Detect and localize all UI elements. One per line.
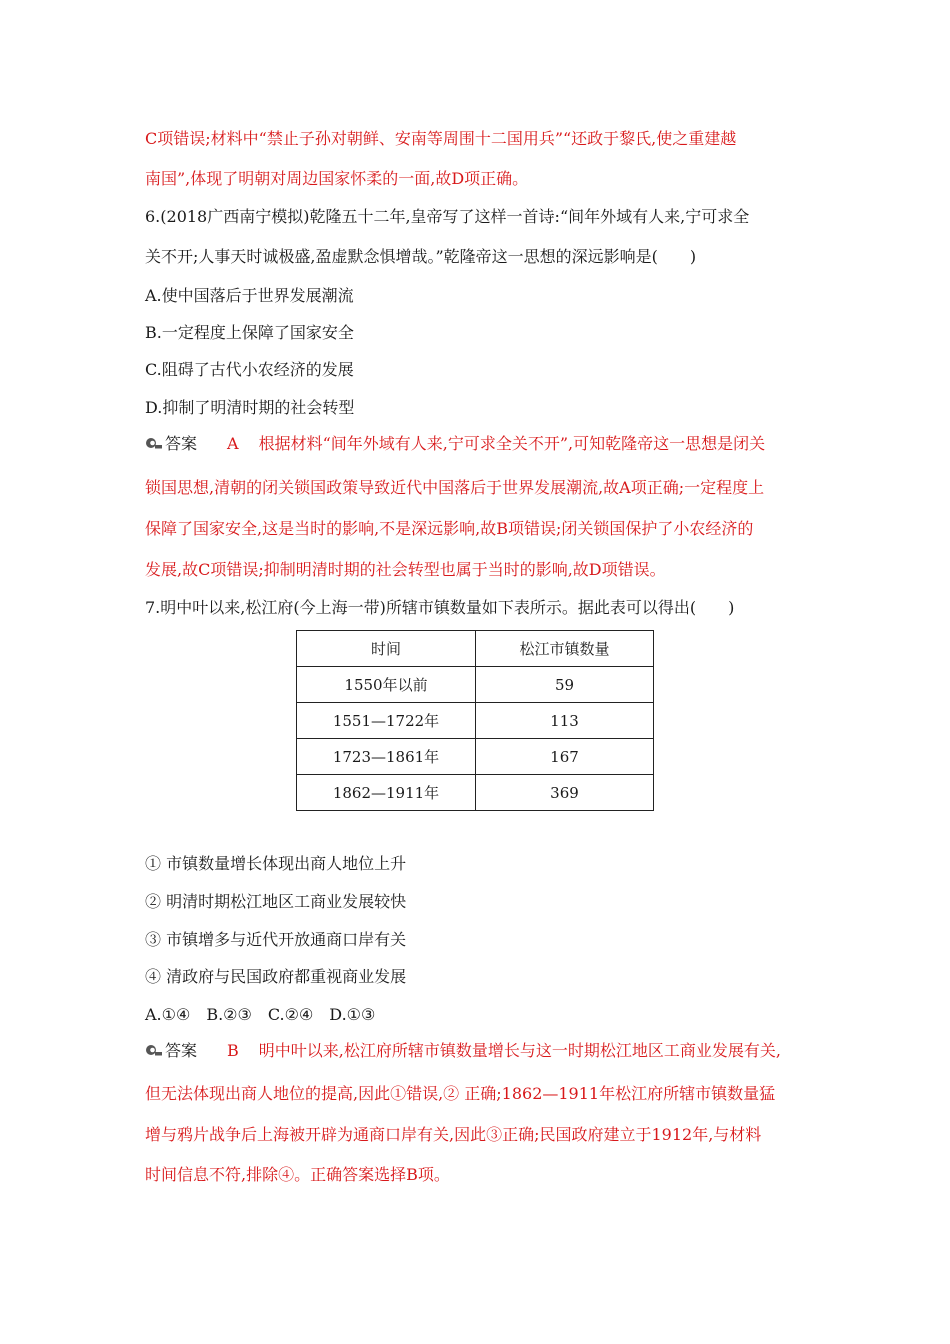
q6-answer-text-1: 根据材料“间年外域有人来,宁可求全关不开”,可知乾隆帝这一思想是闭关: [258, 434, 766, 453]
table-row: [297, 739, 654, 775]
q6-answer-line-1: [145, 433, 765, 455]
q7-answer-letter: B: [227, 1041, 239, 1060]
table-cell-count: 113: [476, 703, 654, 739]
q7-statement-3: ③ 市镇增多与近代开放通商口岸有关: [145, 930, 407, 949]
table-cell-count: 59: [476, 667, 654, 703]
q6-answer-label: 答案: [165, 434, 198, 453]
q6-answer-line-4: 发展,故C项错误;抑制明清时期的社会转型也属于当时的影响,故D项错误。: [145, 560, 666, 579]
table-cell-count: 369: [476, 775, 654, 811]
q7-statement-2: ② 明清时期松江地区工商业发展较快: [145, 892, 407, 911]
q7-choices: A.①④ B.②③ C.②④ D.①③: [145, 1005, 376, 1024]
q7-answer-label: 答案: [165, 1041, 198, 1060]
table-row: [297, 775, 654, 811]
table-header-cell: 时间: [297, 631, 476, 667]
table-cell-period: 1723—1861年: [297, 739, 476, 775]
q6-answer-line-2: 锁国思想,清朝的闭关锁国政策导致近代中国落后于世界发展潮流,故A项正确;一定程度上: [145, 478, 765, 497]
q7-stem: 7.明中叶以来,松江府(今上海一带)所辖市镇数量如下表所示。据此表可以得出( ): [145, 598, 735, 617]
q7-statement-4: ④ 清政府与民国政府都重视商业发展: [145, 967, 407, 986]
q7-answer-line-3: 增与鸦片战争后上海被开辟为通商口岸有关,因此③正确;民国政府建立于1912年,与材料: [145, 1125, 762, 1144]
table-row: [297, 667, 654, 703]
q7-answer-text-1: 明中叶以来,松江府所辖市镇数量增长与这一时期松江地区工商业发展有关,: [258, 1041, 781, 1060]
q7-statement-1: ① 市镇数量增长体现出商人地位上升: [145, 854, 407, 873]
answer-marker-icon: [145, 436, 163, 450]
q6-option-d: D.抑制了明清时期的社会转型: [145, 398, 355, 417]
q6-option-a: A.使中国落后于世界发展潮流: [145, 286, 354, 305]
table-row: [297, 703, 654, 739]
q6-stem-line-1: 6.(2018广西南宁模拟)乾隆五十二年,皇帝写了这样一首诗:“间年外域有人来,宁可求全: [145, 207, 750, 226]
table-cell-period: 1862—1911年: [297, 775, 476, 811]
q6-answer-line-3: 保障了国家安全,这是当时的影响,不是深远影响,故B项错误;闭关锁国保护了小农经济的: [145, 519, 754, 538]
prev-answer-line-1: C项错误;材料中“禁止子孙对朝鲜、安南等周围十二国用兵”“还政于黎氏,使之重建越: [145, 129, 737, 148]
table-cell-period: 1550年以前: [297, 667, 476, 703]
table-cell-period: 1551—1722年: [297, 703, 476, 739]
q7-answer-line-4: 时间信息不符,排除④。正确答案选择B项。: [145, 1165, 450, 1184]
q7-answer-line-2: 但无法体现出商人地位的提高,因此①错误,② 正确;1862—1911年松江府所辖市镇数量猛: [145, 1084, 776, 1103]
town-count-table: [296, 630, 654, 811]
table-header-cell: 松江市镇数量: [476, 631, 654, 667]
table-header-row: [297, 631, 654, 667]
prev-answer-line-2: 南国”,体现了明朝对周边国家怀柔的一面,故D项正确。: [145, 169, 529, 188]
q6-option-b: B.一定程度上保障了国家安全: [145, 323, 354, 342]
q7-answer-line-1: [145, 1040, 781, 1062]
q6-stem-line-2: 关不开;人事天时诚极盛,盈虚默念惧增哉。”乾隆帝这一思想的深远影响是( ): [145, 247, 697, 266]
answer-marker-icon: [145, 1043, 163, 1057]
table-cell-count: 167: [476, 739, 654, 775]
q6-answer-letter: A: [227, 434, 239, 453]
q6-option-c: C.阻碍了古代小农经济的发展: [145, 360, 354, 379]
